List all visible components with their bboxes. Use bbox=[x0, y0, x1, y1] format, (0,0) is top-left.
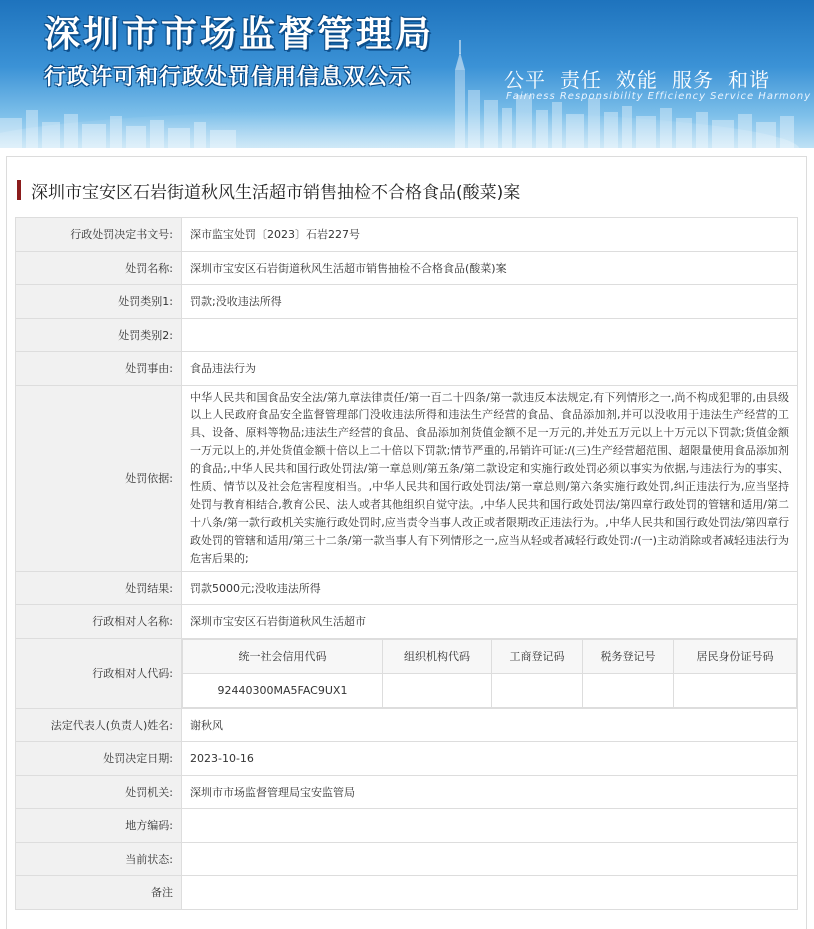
party-codes-cell bbox=[182, 638, 798, 708]
header-banner bbox=[0, 0, 814, 148]
value-item: 服务 bbox=[672, 68, 714, 92]
header-org-code: 组织机构代码 bbox=[383, 639, 492, 673]
row-result bbox=[16, 571, 798, 605]
label-category1: 处罚类别1: bbox=[16, 285, 182, 319]
row-decision-date bbox=[16, 742, 798, 776]
value-item: 公平 bbox=[504, 68, 546, 92]
value-item: 效能 bbox=[616, 68, 658, 92]
value-decision-date: 2023-10-16 bbox=[182, 742, 798, 776]
row-category2 bbox=[16, 318, 798, 352]
party-codes-table bbox=[182, 639, 797, 708]
label-party-code: 行政相对人代码: bbox=[16, 638, 182, 708]
value-authority: 深圳市市场监督管理局宝安监管局 bbox=[182, 775, 798, 809]
header-credit-code: 统一社会信用代码 bbox=[183, 639, 383, 673]
label-result: 处罚结果: bbox=[16, 571, 182, 605]
row-legal-rep bbox=[16, 708, 798, 742]
codes-header-row bbox=[183, 639, 797, 673]
row-reason bbox=[16, 352, 798, 386]
bureau-subtitle: 行政许可和行政处罚信用信息双公示 bbox=[44, 65, 413, 90]
codes-value-row bbox=[183, 673, 797, 707]
case-details-table bbox=[15, 217, 798, 910]
label-authority: 处罚机关: bbox=[16, 775, 182, 809]
label-party-name: 行政相对人名称: bbox=[16, 605, 182, 639]
value-basis: 中华人民共和国食品安全法/第九章法律责任/第一百二十四条/第一款违反本法规定,有下列情形之一,尚不构成犯罪的,由县级以上人民政府食品安全监督管理部门没收违法所得和违法生产经营的食品、食品添加剂,并可以没收用于违法生产经营的工具、设备、原料等物品;违法生产经营的食品、食品添加剂货值金额不足一万元的,并处五万元以上十万元以下罚款;货值金额一万元以上的,并处货值金额十倍以上二十倍以下罚款;情节严重的,吊销许可证:/(三)生产经营超范围、超限量使用食品添加剂的食品;,中华人民共和国行政处罚法/第一章总则/第五条/第二款设定和实施行政处罚必须以事实为依据,与违法行为的事实、性质、情节以及社会危害程度相当。,中华人民共和国行政处罚法/第一章总则/第六条实施行政处罚,纠正违法行为,应当坚持处罚与教育相结合,教育公民、法人或者其他组织自觉守法。,中华人民共和国行政处罚法/第四章行政处罚的管辖和适用/第二十八条/第一款行政机关实施行政处罚时,应当责令当事人改正或者限期改正违法行为。,中华人民共和国行政处罚法/第四章行政处罚的管辖和适用/第三十二条/第一款当事人有下列情形之一,应当从轻或者减轻行政处罚:/(一)主动消除或者减轻违法行为危害后果的; bbox=[182, 385, 798, 571]
label-basis: 处罚依据: bbox=[16, 385, 182, 571]
label-remarks: 备注 bbox=[16, 876, 182, 910]
value-category2 bbox=[182, 318, 798, 352]
core-values bbox=[504, 64, 784, 93]
header-business-reg: 工商登记码 bbox=[492, 639, 583, 673]
case-title bbox=[17, 179, 520, 201]
value-credit-code: 92440300MA5FAC9UX1 bbox=[183, 673, 383, 707]
label-region-code: 地方编码: bbox=[16, 809, 182, 843]
row-category1 bbox=[16, 285, 798, 319]
value-item: 和谐 bbox=[728, 68, 770, 92]
core-values-english: Fairness Responsibility Efficiency Service Harmony bbox=[506, 91, 812, 102]
row-status bbox=[16, 842, 798, 876]
label-decision-no: 行政处罚决定书文号: bbox=[16, 218, 182, 252]
header-id-number: 居民身份证号码 bbox=[674, 639, 797, 673]
label-case-name: 处罚名称: bbox=[16, 251, 182, 285]
value-party-name: 深圳市宝安区石岩街道秋风生活超市 bbox=[182, 605, 798, 639]
value-result: 罚款5000元;没收违法所得 bbox=[182, 571, 798, 605]
title-accent-bar bbox=[17, 180, 21, 200]
content-panel bbox=[6, 156, 807, 929]
label-category2: 处罚类别2: bbox=[16, 318, 182, 352]
value-item: 责任 bbox=[560, 68, 602, 92]
value-status bbox=[182, 842, 798, 876]
label-decision-date: 处罚决定日期: bbox=[16, 742, 182, 776]
label-status: 当前状态: bbox=[16, 842, 182, 876]
header-tax-reg: 税务登记号 bbox=[583, 639, 674, 673]
row-remarks bbox=[16, 876, 798, 910]
value-tax-reg bbox=[583, 673, 674, 707]
value-reason: 食品违法行为 bbox=[182, 352, 798, 386]
label-reason: 处罚事由: bbox=[16, 352, 182, 386]
value-legal-rep: 谢秋风 bbox=[182, 708, 798, 742]
bureau-title: 深圳市市场监督管理局 bbox=[44, 14, 435, 55]
value-remarks bbox=[182, 876, 798, 910]
case-title-text: 深圳市宝安区石岩街道秋风生活超市销售抽检不合格食品(酸菜)案 bbox=[31, 182, 521, 203]
value-business-reg bbox=[492, 673, 583, 707]
row-region-code bbox=[16, 809, 798, 843]
label-legal-rep: 法定代表人(负责人)姓名: bbox=[16, 708, 182, 742]
value-category1: 罚款;没收违法所得 bbox=[182, 285, 798, 319]
row-authority bbox=[16, 775, 798, 809]
row-case-name bbox=[16, 251, 798, 285]
value-org-code bbox=[383, 673, 492, 707]
row-decision-no bbox=[16, 218, 798, 252]
row-party-code bbox=[16, 638, 798, 708]
row-basis bbox=[16, 385, 798, 571]
value-region-code bbox=[182, 809, 798, 843]
value-case-name: 深圳市宝安区石岩街道秋风生活超市销售抽检不合格食品(酸菜)案 bbox=[182, 251, 798, 285]
row-party-name bbox=[16, 605, 798, 639]
value-id-number bbox=[674, 673, 797, 707]
value-decision-no: 深市监宝处罚〔2023〕石岩227号 bbox=[182, 218, 798, 252]
